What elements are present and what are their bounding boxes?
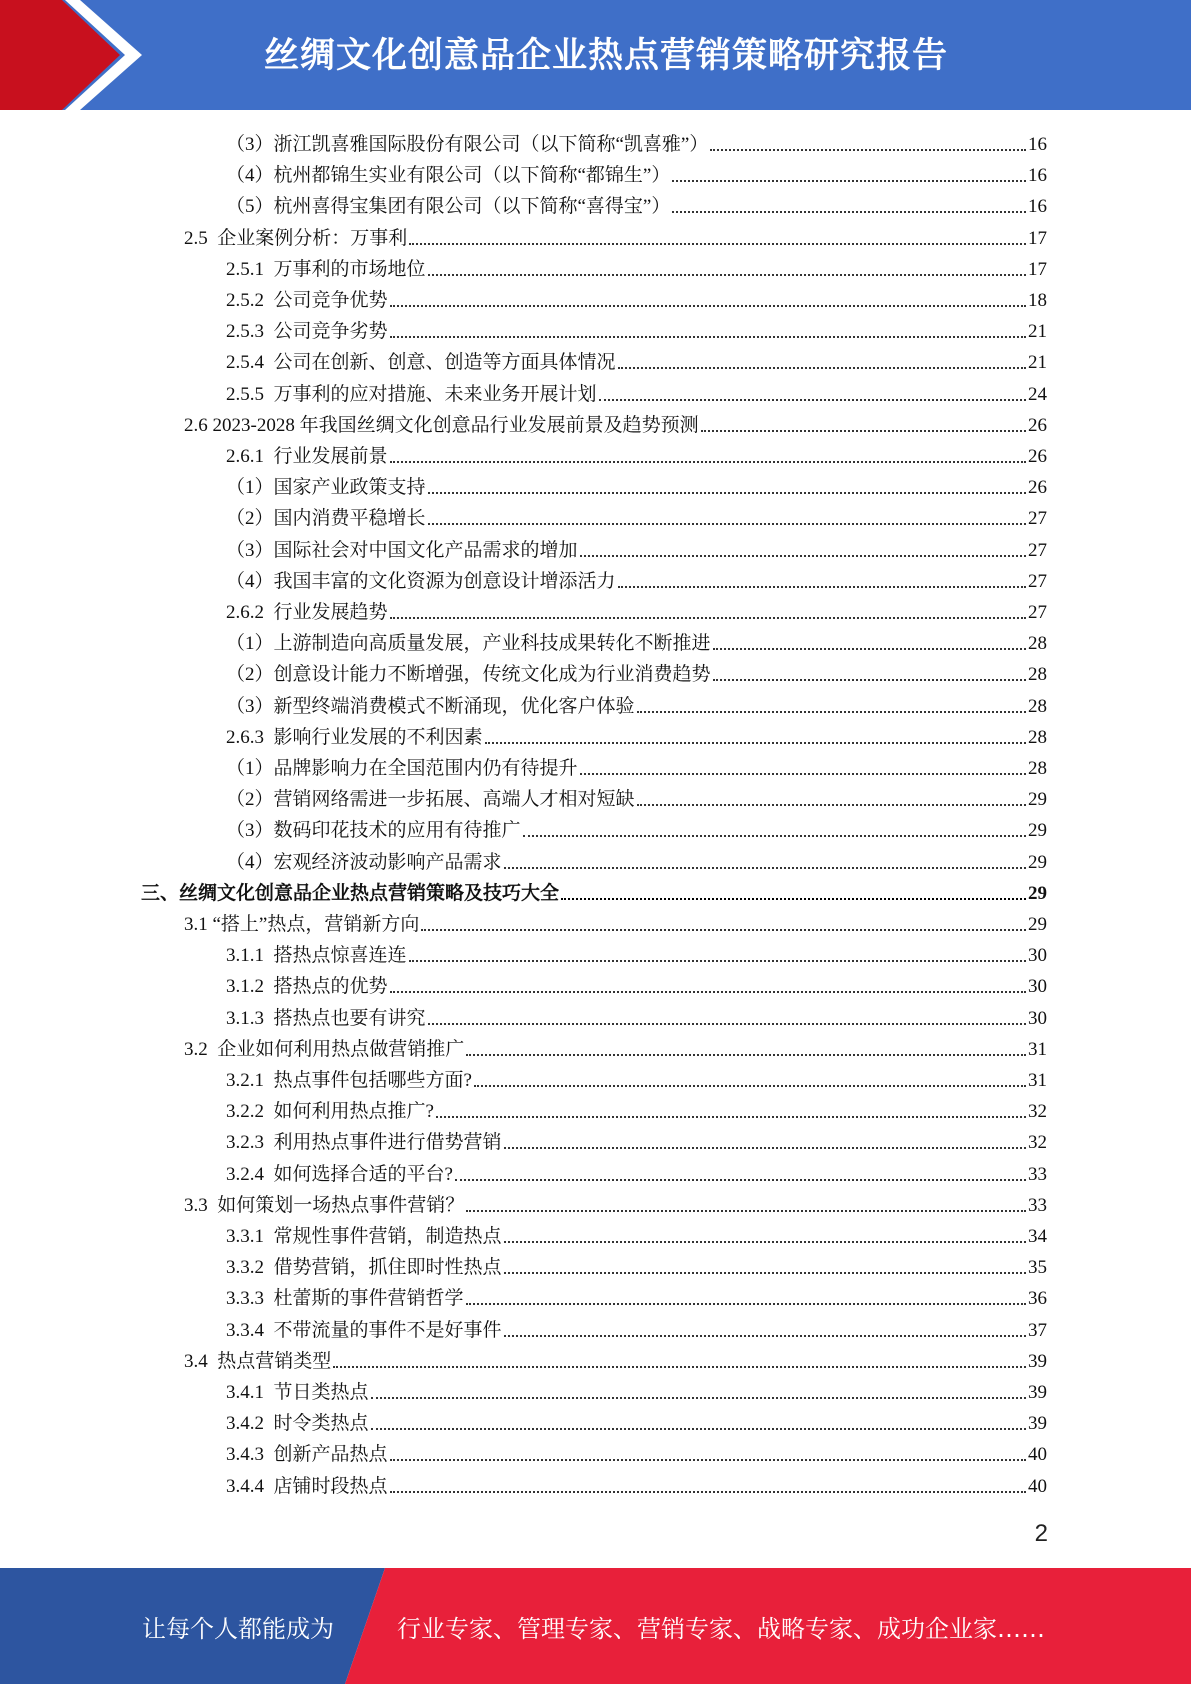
toc-dot-leader xyxy=(390,305,1026,307)
toc-entry-page: 27 xyxy=(1028,539,1047,561)
toc-dot-leader xyxy=(710,149,1026,151)
toc-entry-label: 2.5.2 公司竞争优势 xyxy=(226,290,388,311)
toc-dot-leader xyxy=(409,243,1026,245)
footer-slogan-right: 行业专家、管理专家、营销专家、战略专家、成功企业家…… xyxy=(397,1615,1045,1643)
toc-entry-label: （1）国家产业政策支持 xyxy=(226,477,426,499)
toc-entry[interactable] xyxy=(226,1280,1047,1311)
toc-dot-leader xyxy=(428,1023,1026,1025)
toc-entry[interactable] xyxy=(226,781,1047,812)
toc-entry-label: 3.3.4 不带流量的事件不是好事件 xyxy=(226,1319,502,1341)
toc-entry[interactable] xyxy=(226,313,1047,344)
footer-slogan-left: 让每个人都能成为 xyxy=(142,1615,334,1643)
toc-entry-page: 27 xyxy=(1028,602,1047,623)
toc-entry[interactable] xyxy=(226,1468,1047,1499)
toc-dot-leader xyxy=(637,804,1026,806)
toc-entry-label: （4）杭州都锦生实业有限公司（以下简称“都锦生”） xyxy=(226,165,671,187)
toc-entry[interactable] xyxy=(226,656,1047,687)
toc-entry-label: 2.5.3 公司竞争劣势 xyxy=(226,321,388,343)
toc-entry-page: 26 xyxy=(1028,477,1047,499)
toc-entry[interactable] xyxy=(226,1062,1047,1093)
toc-entry[interactable] xyxy=(226,1436,1047,1467)
toc-entry-label: 3.3.2 借势营销，抓住即时性热点 xyxy=(226,1257,502,1279)
toc-entry-label: 3.2.1 热点事件包括哪些方面? xyxy=(226,1070,472,1091)
toc-dot-leader xyxy=(466,1054,1026,1056)
toc-entry[interactable] xyxy=(226,625,1047,656)
toc-dot-leader xyxy=(371,1397,1026,1399)
toc-entry-page: 16 xyxy=(1028,196,1047,218)
toc-entry-page: 39 xyxy=(1028,1382,1047,1403)
toc-entry-page: 32 xyxy=(1028,1132,1047,1154)
toc-dot-leader xyxy=(409,960,1026,962)
toc-entry[interactable] xyxy=(226,376,1047,407)
toc-entry-label: 3.1.1 搭热点惊喜连连 xyxy=(226,945,407,967)
toc-dot-leader xyxy=(428,274,1026,276)
toc-entry-page: 34 xyxy=(1028,1226,1047,1247)
toc-entry-page: 26 xyxy=(1028,414,1047,436)
toc-entry[interactable] xyxy=(184,1187,1047,1218)
toc-entry[interactable] xyxy=(184,220,1047,251)
toc-entry[interactable] xyxy=(226,937,1047,968)
toc-entry-page: 29 xyxy=(1028,882,1047,904)
toc-entry[interactable] xyxy=(226,1124,1047,1155)
toc-dot-leader xyxy=(504,1335,1026,1337)
chevron-logo-icon xyxy=(0,0,160,110)
toc-dot-leader xyxy=(371,1428,1026,1430)
toc-entry[interactable] xyxy=(226,1405,1047,1436)
toc-dot-leader xyxy=(504,1272,1026,1274)
toc-entry-label: （3）浙江凯喜雅国际股份有限公司（以下简称“凯喜雅”） xyxy=(226,134,709,155)
toc-entry[interactable] xyxy=(226,1249,1047,1280)
toc-entry-page: 39 xyxy=(1028,1350,1047,1372)
toc-entry-page: 31 xyxy=(1028,1070,1047,1091)
toc-dot-leader xyxy=(421,929,1026,931)
toc-entry-page: 17 xyxy=(1028,258,1047,280)
toc-dot-leader xyxy=(474,1085,1026,1087)
toc-entry[interactable] xyxy=(226,157,1047,188)
toc-entry-page: 30 xyxy=(1028,945,1047,967)
toc-entry-page: 21 xyxy=(1028,321,1047,343)
toc-dot-leader xyxy=(713,679,1026,681)
toc-entry-page: 28 xyxy=(1028,664,1047,686)
toc-entry-label: （1）品牌影响力在全国范围内仍有待提升 xyxy=(226,758,578,779)
toc-entry-label: 3.4 热点营销类型 xyxy=(184,1350,332,1372)
toc-entry-page: 30 xyxy=(1028,1007,1047,1029)
toc-entry-page: 40 xyxy=(1028,1475,1047,1497)
toc-dot-leader xyxy=(580,555,1026,557)
toc-dot-leader xyxy=(466,1303,1026,1305)
toc-entry-label: （2）营销网络需进一步拓展、高端人才相对短缺 xyxy=(226,789,635,811)
toc-entry-page: 16 xyxy=(1028,165,1047,187)
toc-dot-leader xyxy=(523,835,1026,837)
toc-dot-leader xyxy=(390,336,1026,338)
toc-entry[interactable] xyxy=(184,407,1047,438)
toc-entry[interactable] xyxy=(226,812,1047,843)
toc-dot-leader xyxy=(466,1210,1026,1212)
toc-entry-label: 2.5.4 公司在创新、创意、创造等方面具体情况 xyxy=(226,352,616,374)
toc-entry[interactable] xyxy=(226,1312,1047,1343)
toc-entry-label: 3.3.3 杜蕾斯的事件营销哲学 xyxy=(226,1288,464,1310)
toc-entry[interactable] xyxy=(226,750,1047,781)
toc-entry-page: 33 xyxy=(1028,1163,1047,1185)
toc-entry-label: 3.2 企业如何利用热点做营销推广 xyxy=(184,1038,465,1060)
toc-entry-page: 29 xyxy=(1028,789,1047,811)
toc-entry-label: 3.2.2 如何利用热点推广? xyxy=(226,1101,434,1123)
toc-dot-leader xyxy=(390,617,1026,619)
toc-entry-label: 3.3.1 常规性事件营销，制造热点 xyxy=(226,1226,502,1247)
toc-entry-page: 32 xyxy=(1028,1101,1047,1123)
toc-dot-leader xyxy=(390,991,1026,993)
toc-entry-page: 17 xyxy=(1028,227,1047,249)
toc-entry-page: 21 xyxy=(1028,352,1047,374)
toc-entry-label: （2）创意设计能力不断增强，传统文化成为行业消费趋势 xyxy=(226,664,711,686)
toc-entry[interactable] xyxy=(226,968,1047,999)
toc-entry[interactable] xyxy=(226,1000,1047,1031)
toc-entry[interactable] xyxy=(226,563,1047,594)
toc-entry[interactable] xyxy=(226,251,1047,282)
footer-banner xyxy=(0,1568,1191,1684)
toc-entry-label: 2.6.3 影响行业发展的不利因素 xyxy=(226,726,483,748)
toc-entry-label: 2.5.5 万事利的应对措施、未来业务开展计划 xyxy=(226,383,597,405)
toc-entry[interactable] xyxy=(141,875,1047,906)
toc-entry-page: 29 xyxy=(1028,820,1047,842)
toc-dot-leader xyxy=(599,399,1026,401)
toc-dot-leader xyxy=(428,492,1026,494)
toc-entry-label: 2.6.2 行业发展趋势 xyxy=(226,602,388,623)
toc-entry-label: （3）新型终端消费模式不断涌现，优化客户体验 xyxy=(226,695,635,717)
toc-entry-page: 29 xyxy=(1028,914,1047,935)
toc-entry[interactable] xyxy=(226,719,1047,750)
toc-entry[interactable] xyxy=(226,188,1047,219)
toc-entry-label: 三、丝绸文化创意品企业热点营销策略及技巧大全 xyxy=(141,882,560,904)
toc-entry-label: 3.1.3 搭热点也要有讲究 xyxy=(226,1007,426,1029)
toc-entry-page: 26 xyxy=(1028,446,1047,467)
toc-entry-page: 36 xyxy=(1028,1288,1047,1310)
toc-entry[interactable] xyxy=(226,1218,1047,1249)
toc-entry[interactable] xyxy=(226,844,1047,875)
toc-entry-label: （2）国内消费平稳增长 xyxy=(226,508,426,530)
toc-dot-leader xyxy=(390,1459,1026,1461)
toc-dot-leader xyxy=(701,430,1026,432)
toc-entry-page: 27 xyxy=(1028,570,1047,592)
document-title: 丝绸文化创意品企业热点营销策略研究报告 xyxy=(264,36,949,76)
toc-entry-page: 35 xyxy=(1028,1257,1047,1279)
toc-dot-leader xyxy=(390,1491,1026,1493)
toc-entry[interactable] xyxy=(226,1374,1047,1405)
toc-entry-page: 37 xyxy=(1028,1319,1047,1341)
toc-entry[interactable] xyxy=(184,906,1047,937)
toc-entry-label: 2.5 企业案例分析：万事利 xyxy=(184,227,408,249)
toc-entry[interactable] xyxy=(184,1343,1047,1374)
toc-entry-label: （4）宏观经济波动影响产品需求 xyxy=(226,851,502,873)
toc-entry-page: 18 xyxy=(1028,290,1047,311)
toc-entry-page: 28 xyxy=(1028,633,1047,655)
toc-entry[interactable] xyxy=(226,532,1047,563)
toc-entry[interactable] xyxy=(226,126,1047,157)
toc-dot-leader xyxy=(504,1147,1026,1149)
toc-entry-label: 3.1.2 搭热点的优势 xyxy=(226,976,388,998)
toc-dot-leader xyxy=(504,867,1026,869)
toc-dot-leader xyxy=(390,461,1026,463)
toc-entry-page: 30 xyxy=(1028,976,1047,998)
toc-entry[interactable] xyxy=(226,469,1047,500)
toc-entry-label: 3.1 “搭上”热点，营销新方向 xyxy=(184,914,420,935)
toc-entry[interactable] xyxy=(226,500,1047,531)
toc-entry-label: （1）上游制造向高质量发展，产业科技成果转化不断推进 xyxy=(226,633,711,655)
toc-entry-page: 29 xyxy=(1028,851,1047,873)
toc-entry-page: 27 xyxy=(1028,508,1047,530)
toc-entry[interactable] xyxy=(226,438,1047,469)
toc-dot-leader xyxy=(436,1116,1026,1118)
toc-entry-label: 3.4.2 时令类热点 xyxy=(226,1413,369,1435)
toc-entry-page: 40 xyxy=(1028,1444,1047,1466)
page-number: 2 xyxy=(1034,1520,1048,1547)
toc-dot-leader xyxy=(672,180,1026,182)
toc-dot-leader xyxy=(561,898,1026,900)
toc-entry-page: 28 xyxy=(1028,726,1047,748)
header-banner xyxy=(0,0,1191,110)
toc-entry[interactable] xyxy=(226,1156,1047,1187)
toc-entry-label: 2.5.1 万事利的市场地位 xyxy=(226,258,426,280)
toc-dot-leader xyxy=(618,586,1026,588)
toc-entry-label: 3.2.3 利用热点事件进行借势营销 xyxy=(226,1132,502,1154)
toc-entry-label: （4）我国丰富的文化资源为创意设计增添活力 xyxy=(226,570,616,592)
toc-entry-label: 2.6.1 行业发展前景 xyxy=(226,446,388,467)
toc-dot-leader xyxy=(637,711,1026,713)
toc-dot-leader xyxy=(580,773,1026,775)
toc-entry-label: 3.4.1 节日类热点 xyxy=(226,1382,369,1403)
toc-entry-label: 2.6 2023-2028 年我国丝绸文化创意品行业发展前景及趋势预测 xyxy=(184,414,699,436)
toc-entry-page: 33 xyxy=(1028,1194,1047,1216)
toc-entry[interactable] xyxy=(226,282,1047,313)
toc-entry[interactable] xyxy=(226,594,1047,625)
toc-entry-label: 3.4.4 店铺时段热点 xyxy=(226,1475,388,1497)
toc-dot-leader xyxy=(672,211,1026,213)
toc-entry-page: 39 xyxy=(1028,1413,1047,1435)
toc-entry-page: 31 xyxy=(1028,1038,1047,1060)
toc-entry[interactable] xyxy=(226,344,1047,375)
toc-dot-leader xyxy=(428,523,1026,525)
toc-dot-leader xyxy=(504,1241,1026,1243)
toc-entry[interactable] xyxy=(184,1031,1047,1062)
toc-entry-page: 28 xyxy=(1028,758,1047,779)
toc-dot-leader xyxy=(618,367,1026,369)
toc-entry-label: 3.4.3 创新产品热点 xyxy=(226,1444,388,1466)
toc-entry-label: （5）杭州喜得宝集团有限公司（以下简称“喜得宝”） xyxy=(226,196,671,218)
toc-entry-label: （3）数码印花技术的应用有待推广 xyxy=(226,820,521,842)
toc-dot-leader xyxy=(455,1179,1026,1181)
toc-entry-label: （3）国际社会对中国文化产品需求的增加 xyxy=(226,539,578,561)
toc-dot-leader xyxy=(713,648,1026,650)
toc-entry[interactable] xyxy=(226,688,1047,719)
toc-dot-leader xyxy=(485,742,1026,744)
toc-entry-page: 16 xyxy=(1028,134,1047,155)
toc-entry-page: 24 xyxy=(1028,383,1047,405)
toc-entry-label: 3.3 如何策划一场热点事件营销？ xyxy=(184,1194,465,1216)
toc-entry[interactable] xyxy=(226,1093,1047,1124)
toc-entry-label: 3.2.4 如何选择合适的平台? xyxy=(226,1163,453,1185)
toc-entry-page: 28 xyxy=(1028,695,1047,717)
toc-dot-leader xyxy=(333,1366,1026,1368)
